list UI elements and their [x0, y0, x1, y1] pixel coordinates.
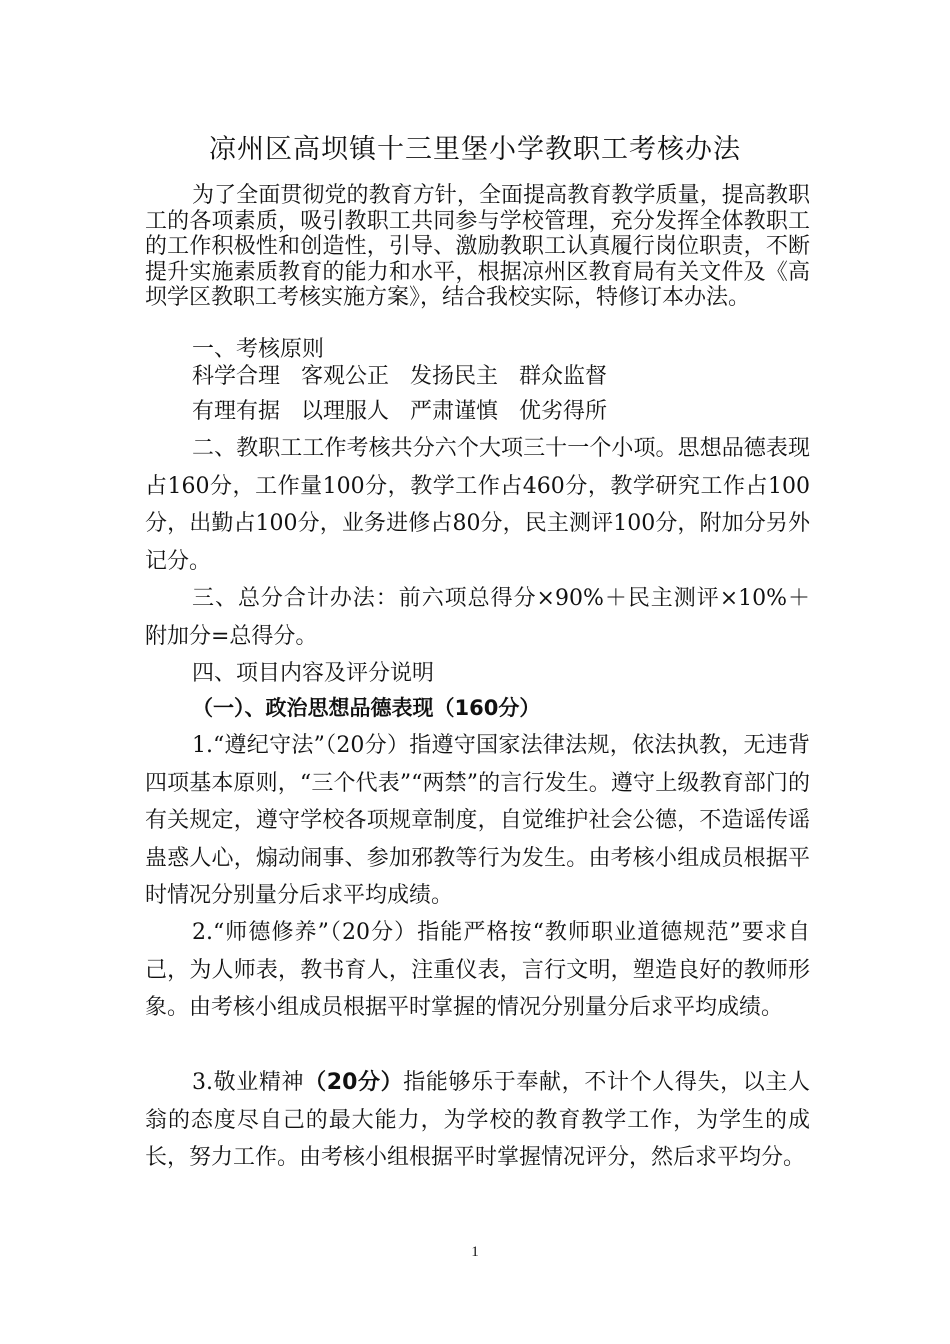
section-1-heading: 一、考核原则 [192, 337, 325, 362]
document-title: 凉州区高坝镇十三里堡小学教职工考核办法 [209, 134, 741, 165]
principles-line-2: 有理有据 以理服人 严肃谨慎 优劣得所 [192, 399, 607, 424]
principles-line-1: 科学合理 客观公正 发扬民主 群众监督 [192, 364, 607, 389]
item-3-points: （20分） [304, 1070, 404, 1095]
item-3-prefix: 3.敬业精神 [192, 1070, 305, 1095]
section-4-heading: 四、项目内容及评分说明 [192, 661, 435, 686]
item-1-paragraph: 1.“遵纪守法”（20分）指遵守国家法律法规，依法执教，无违背四项基本原则，“三个代表”“两禁”的言行发生。遵守上级教育部门的有关规定，遵守学校各项规章制度，自觉维护社会公德，不造谣传谣蛊惑人心，煽动闹事、参加邪教等行为发生。由考核小组成员根据平时情况分别量分后求平均成绩。 [145, 733, 810, 908]
intro-paragraph: 为了全面贯彻党的教育方针，全面提高教育教学质量，提高教职工的各项素质，吸引教职工共同参与学校管理，充分发挥全体教职工的工作积极性和创造性，引导、激励教职工认真履行岗位职责，不断提升实施素质教育的能力和水平，根据凉州区教育局有关文件及《高坝学区教职工考核实施方案》，结合我校实际，特修订本办法。 [145, 183, 810, 310]
page-number: 1 [471, 1244, 479, 1260]
section-3-paragraph: 三、总分合计办法：前六项总得分×90%＋民主测评×10%＋附加分=总得分。 [145, 586, 810, 649]
item-2-paragraph: 2.“师德修养”（20分）指能严格按“教师职业道德规范”要求自己，为人师表，教书育人，注重仪表，言行文明，塑造良好的教师形象。由考核小组成员根据平时掌握的情况分别量分后求平均成绩。 [145, 920, 810, 1020]
item-3-paragraph [145, 1064, 810, 1177]
subsection-1-heading: （一）、政治思想品德表现（160分） [192, 696, 541, 720]
item-3-text: 指能够乐于奉献，不计个人得失，以主人翁的态度尽自己的最大能力，为学校的教育教学工作，为学生的成长，努力工作。由考核小组根据平时掌握情况评分，然后求平均分。 [145, 1070, 810, 1170]
section-2-paragraph: 二、教职工工作考核共分六个大项三十一个小项。思想品德表现占160分，工作量100分，教学工作占460分，教学研究工作占100分，出勤占100分，业务进修占80分，民主测评100分，附加分另外记分。 [145, 436, 810, 574]
